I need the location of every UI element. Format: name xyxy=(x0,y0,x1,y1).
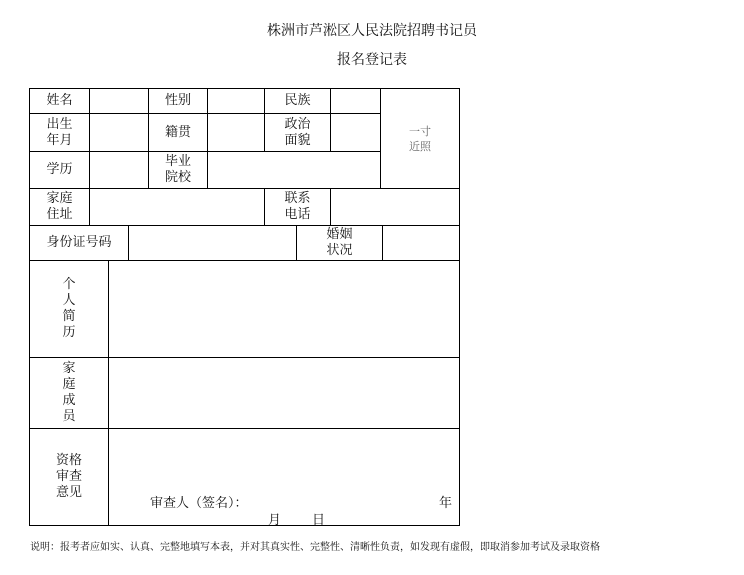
ethnicity-label: 民族 xyxy=(284,93,311,108)
birth-label: 出生 年月 xyxy=(46,116,73,148)
family-members-field[interactable] xyxy=(109,358,459,428)
id-number-field[interactable] xyxy=(129,226,296,260)
school-field[interactable] xyxy=(208,152,380,188)
form-title: 株洲市芦淞区人民法院招聘书记员 xyxy=(267,23,477,39)
review-label: 资格 审查 意见 xyxy=(55,453,82,500)
family-members-label: 家 庭 成 员 xyxy=(62,361,76,424)
gender-label: 性别 xyxy=(164,93,191,108)
year-label: 年 xyxy=(439,496,453,511)
id-number-label: 身份证号码 xyxy=(46,235,112,250)
politics-label: 政治 面貌 xyxy=(284,116,311,148)
education-field[interactable] xyxy=(90,152,148,188)
photo-placeholder: 一寸 近照 xyxy=(409,124,431,153)
native-place-field[interactable] xyxy=(208,114,264,151)
education-label: 学历 xyxy=(46,162,73,177)
reviewer-signature-label: 审查人（签名）： xyxy=(150,496,248,511)
birth-field[interactable] xyxy=(90,114,148,151)
table-line xyxy=(459,88,460,526)
address-label: 家庭 住址 xyxy=(46,191,73,222)
ethnicity-field[interactable] xyxy=(331,89,380,113)
resume-field[interactable] xyxy=(109,261,459,357)
marital-field[interactable] xyxy=(383,226,459,260)
phone-label: 联系 电话 xyxy=(284,191,311,222)
month-label: 月 xyxy=(268,513,282,528)
marital-label: 婚姻 状况 xyxy=(326,227,353,258)
form-subtitle: 报名登记表 xyxy=(337,52,407,68)
native-place-label: 籍贯 xyxy=(164,124,191,140)
name-label: 姓名 xyxy=(46,93,73,108)
school-label: 毕业 院校 xyxy=(164,154,191,185)
address-field[interactable] xyxy=(90,189,264,225)
phone-field[interactable] xyxy=(331,189,459,225)
resume-label: 个 人 简 历 xyxy=(62,277,76,340)
politics-field[interactable] xyxy=(331,114,380,151)
day-label: 日 xyxy=(312,513,326,528)
table-line xyxy=(29,525,460,526)
footer-note: 说明：报考者应如实、认真、完整地填写本表，并对其真实性、完整性、清晰性负责，如发现有虚假，即取消参加考试及录取资格 xyxy=(30,542,600,553)
gender-field[interactable] xyxy=(208,89,264,113)
name-field[interactable] xyxy=(90,89,148,113)
